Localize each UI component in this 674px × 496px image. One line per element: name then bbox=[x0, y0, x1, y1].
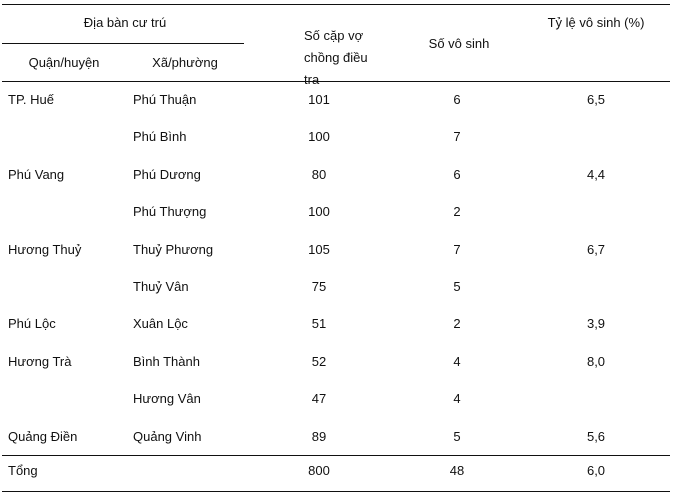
header-infertile-count: Số vô sinh bbox=[428, 36, 490, 51]
couples-cell: 100 bbox=[308, 129, 330, 145]
couples-cell: 52 bbox=[311, 353, 327, 369]
ward-cell: Hương Vân bbox=[133, 391, 201, 407]
district-cell: TP. Huế bbox=[8, 92, 55, 107]
infertile-cell: 2 bbox=[453, 204, 461, 220]
infertile-cell: 7 bbox=[453, 129, 461, 145]
district-cell: Hương Thuỷ bbox=[8, 241, 82, 257]
header-couples-surveyed: Số cặp vợ chồng điều tra bbox=[304, 28, 368, 87]
couples-cell: 51 bbox=[311, 316, 327, 332]
district-cell: Hương Trà bbox=[8, 353, 72, 369]
table-row bbox=[0, 316, 674, 336]
ward-cell: Phú Thượng bbox=[133, 204, 207, 220]
table-row bbox=[0, 354, 674, 374]
ward-cell: Phú Dương bbox=[133, 166, 201, 182]
table-row bbox=[0, 92, 674, 112]
infertile-cell: 4 bbox=[453, 391, 461, 407]
rate-cell: 4,4 bbox=[586, 166, 606, 182]
total-rule bbox=[2, 455, 670, 456]
total-infertile: 48 bbox=[449, 463, 465, 478]
infertile-cell: 2 bbox=[453, 316, 461, 332]
rate-cell: 8,0 bbox=[586, 353, 606, 369]
infertile-cell: 7 bbox=[453, 241, 461, 257]
table-row bbox=[0, 167, 674, 187]
couples-cell: 80 bbox=[311, 166, 327, 182]
table-row bbox=[0, 429, 674, 449]
ward-cell: Quảng Vinh bbox=[133, 428, 202, 444]
ward-cell: Thuỷ Phương bbox=[133, 241, 214, 257]
total-rate: 6,0 bbox=[586, 463, 606, 478]
couples-cell: 100 bbox=[308, 204, 330, 220]
couples-cell: 105 bbox=[308, 241, 330, 257]
ward-cell: Thuỷ Vân bbox=[133, 279, 189, 294]
rate-cell: 6,5 bbox=[586, 92, 606, 107]
total-label: Tổng bbox=[8, 463, 38, 478]
couples-cell: 75 bbox=[311, 279, 327, 294]
table-row bbox=[0, 129, 674, 149]
district-cell: Phú Vang bbox=[8, 166, 65, 182]
couples-cell: 89 bbox=[311, 428, 327, 444]
infertile-cell: 5 bbox=[453, 279, 461, 294]
district-cell: Phú Lộc bbox=[8, 316, 56, 332]
ward-cell: Bình Thành bbox=[133, 353, 200, 369]
couples-cell: 101 bbox=[308, 92, 330, 107]
rate-cell: 3,9 bbox=[586, 316, 606, 332]
header-infertility-rate: Tỷ lệ vô sinh (%) bbox=[547, 15, 645, 30]
header-district: Quận/huyện bbox=[28, 55, 100, 70]
header-ward: Xã/phường bbox=[152, 55, 218, 70]
subheader-rule bbox=[2, 43, 244, 44]
total-couples: 800 bbox=[308, 463, 330, 478]
table-row bbox=[0, 242, 674, 262]
header-residence-area: Địa bàn cư trú bbox=[83, 15, 167, 30]
infertile-cell: 5 bbox=[453, 428, 461, 444]
infertile-cell: 4 bbox=[453, 353, 461, 369]
district-cell: Quảng Điền bbox=[8, 428, 78, 444]
ward-cell: Xuân Lộc bbox=[133, 316, 188, 332]
ward-cell: Phú Bình bbox=[133, 129, 187, 145]
couples-cell: 47 bbox=[311, 391, 327, 407]
ward-cell: Phú Thuận bbox=[133, 92, 197, 107]
rate-cell: 5,6 bbox=[586, 428, 606, 444]
table-row bbox=[0, 279, 674, 299]
table-row bbox=[0, 204, 674, 224]
infertile-cell: 6 bbox=[453, 92, 461, 107]
total-row bbox=[0, 463, 674, 483]
bottom-rule bbox=[2, 491, 670, 492]
table-row bbox=[0, 391, 674, 411]
infertile-cell: 6 bbox=[453, 166, 461, 182]
top-rule bbox=[2, 4, 670, 5]
rate-cell: 6,7 bbox=[586, 241, 606, 257]
